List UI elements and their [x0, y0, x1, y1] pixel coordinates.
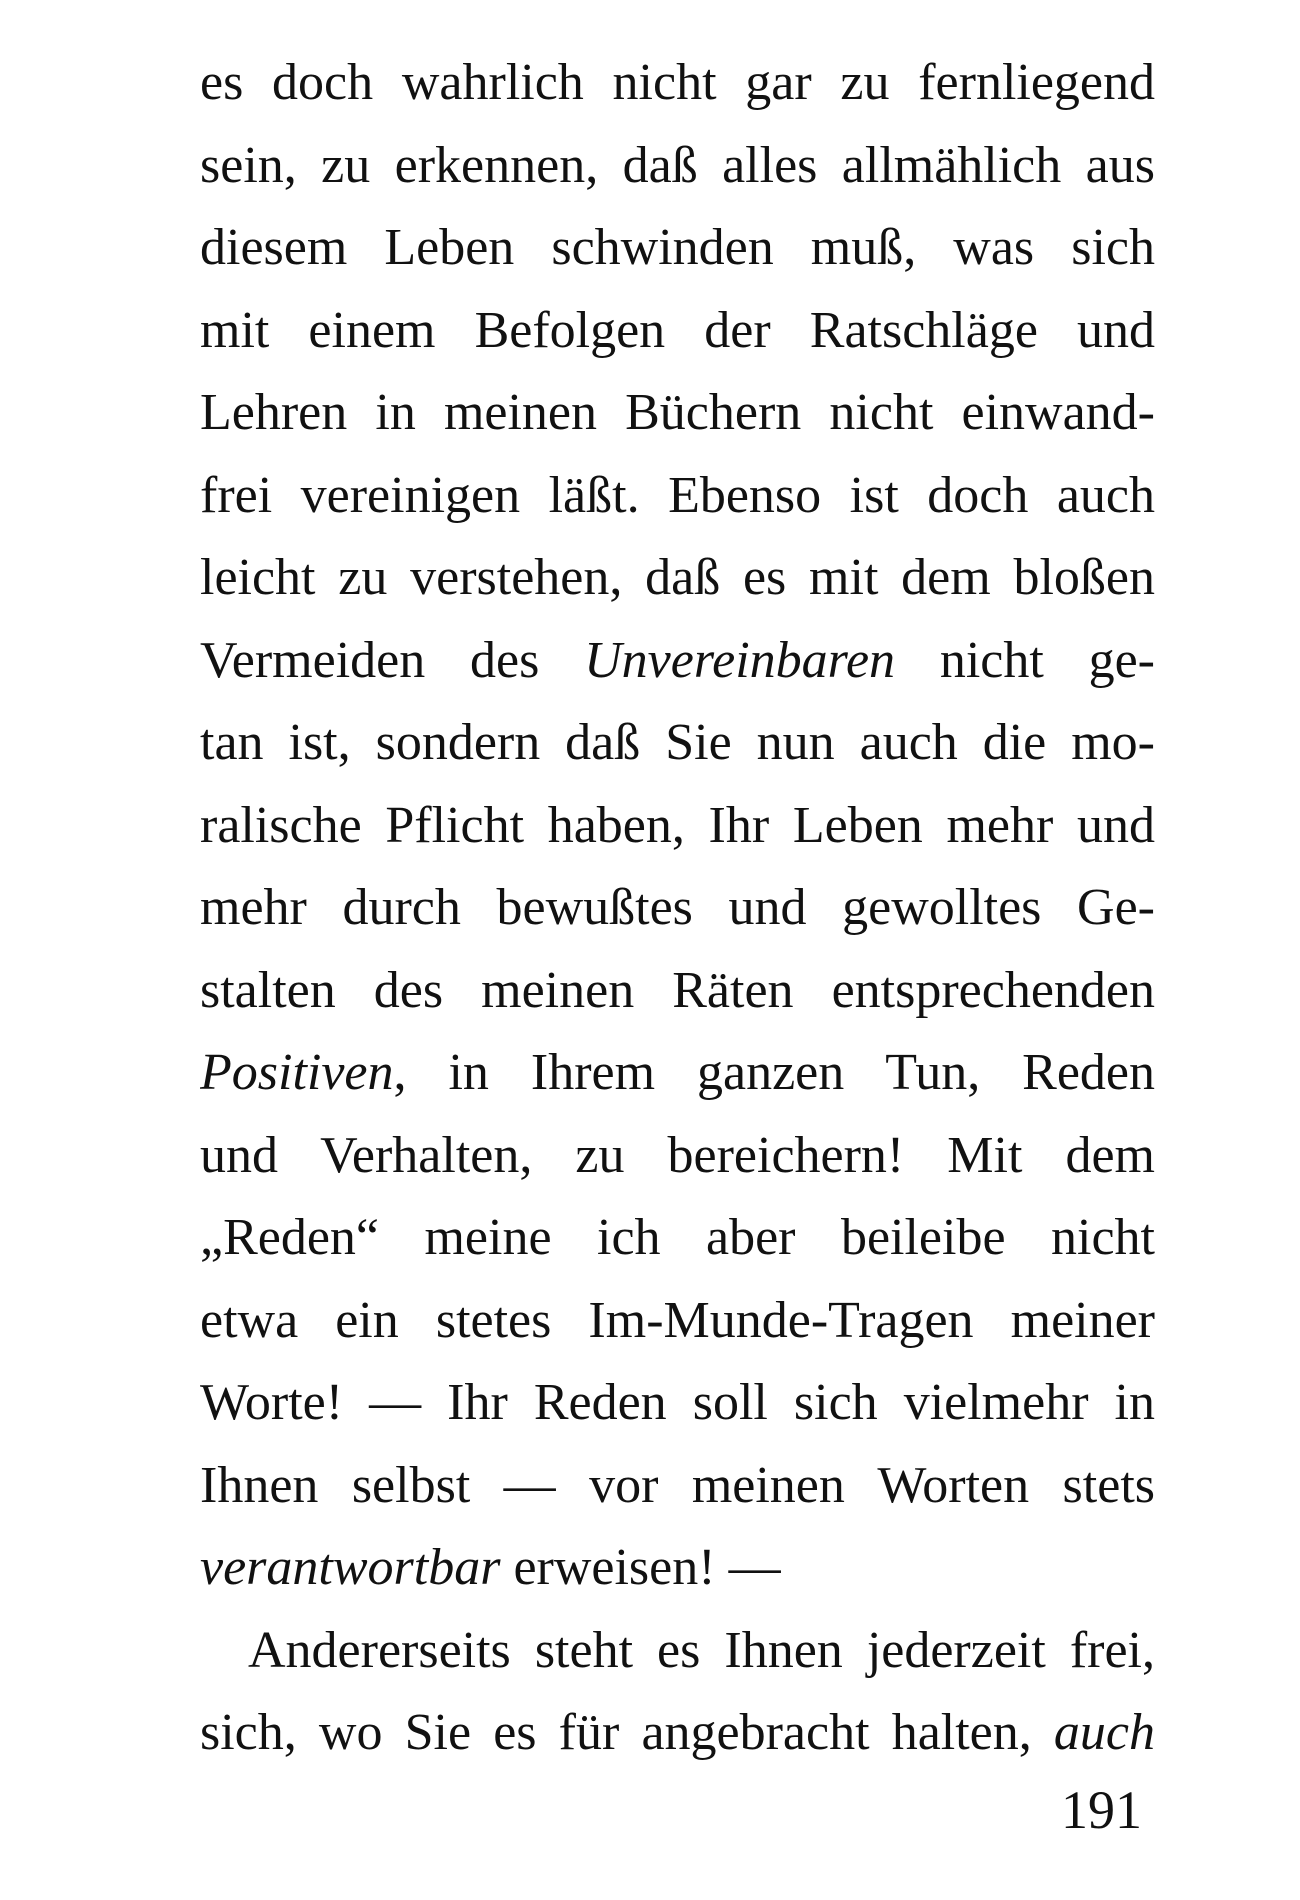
- emphasis-text: auch: [1053, 1704, 1155, 1761]
- text-line: etwa ein stetes Im-Munde-Tragen meiner: [200, 1291, 1155, 1349]
- body-text: [200, 42, 1155, 1775]
- text-line: Worte! — Ihr Reden soll sich vielmehr in: [200, 1374, 1155, 1431]
- emphasis-text: verantwortbar: [200, 1539, 501, 1596]
- text-line: leicht zu verstehen, daß es mit dem bloßen: [200, 549, 1155, 606]
- text-line: sein, zu erkennen, daß alles allmählich aus: [200, 136, 1155, 194]
- text-line: Vermeiden des Unvereinbaren nicht ge-: [200, 631, 1155, 689]
- text-line: Positiven, in Ihrem ganzen Tun, Reden: [200, 1044, 1155, 1101]
- emphasis-text: Positiven: [200, 1044, 394, 1101]
- text-line: stalten des meinen Räten entsprechenden: [200, 961, 1155, 1019]
- text-line: Lehren in meinen Büchern nicht einwand-: [200, 384, 1155, 441]
- page-number: 191: [1061, 1780, 1142, 1840]
- text-line: und Verhalten, zu bereichern! Mit dem: [200, 1126, 1155, 1184]
- text-line: es doch wahrlich nicht gar zu fernliegend: [200, 54, 1155, 111]
- text-line: verantwortbar erweisen! —: [200, 1539, 781, 1596]
- emphasis-text: Unvereinbaren: [584, 631, 896, 689]
- text-line: mit einem Befolgen der Ratschläge und: [200, 301, 1155, 359]
- text-line: ralische Pflicht haben, Ihr Leben mehr und: [200, 796, 1155, 854]
- text-line: frei vereinigen läßt. Ebenso ist doch auch: [200, 466, 1155, 524]
- text-line: „Reden“ meine ich aber beileibe nicht: [200, 1209, 1155, 1266]
- text-line: diesem Leben schwinden muß, was sich: [200, 219, 1155, 276]
- text-line: mehr durch bewußtes und gewolltes Ge-: [200, 879, 1155, 936]
- text-line: sich, wo Sie es für angebracht halten, auch: [200, 1704, 1155, 1761]
- paragraph-first-line: Andererseits steht es Ihnen jederzeit frei,: [248, 1621, 1155, 1679]
- text-line: tan ist, sondern daß Sie nun auch die mo-: [200, 714, 1155, 771]
- text-line: Ihnen selbst — vor meinen Worten stets: [200, 1456, 1155, 1514]
